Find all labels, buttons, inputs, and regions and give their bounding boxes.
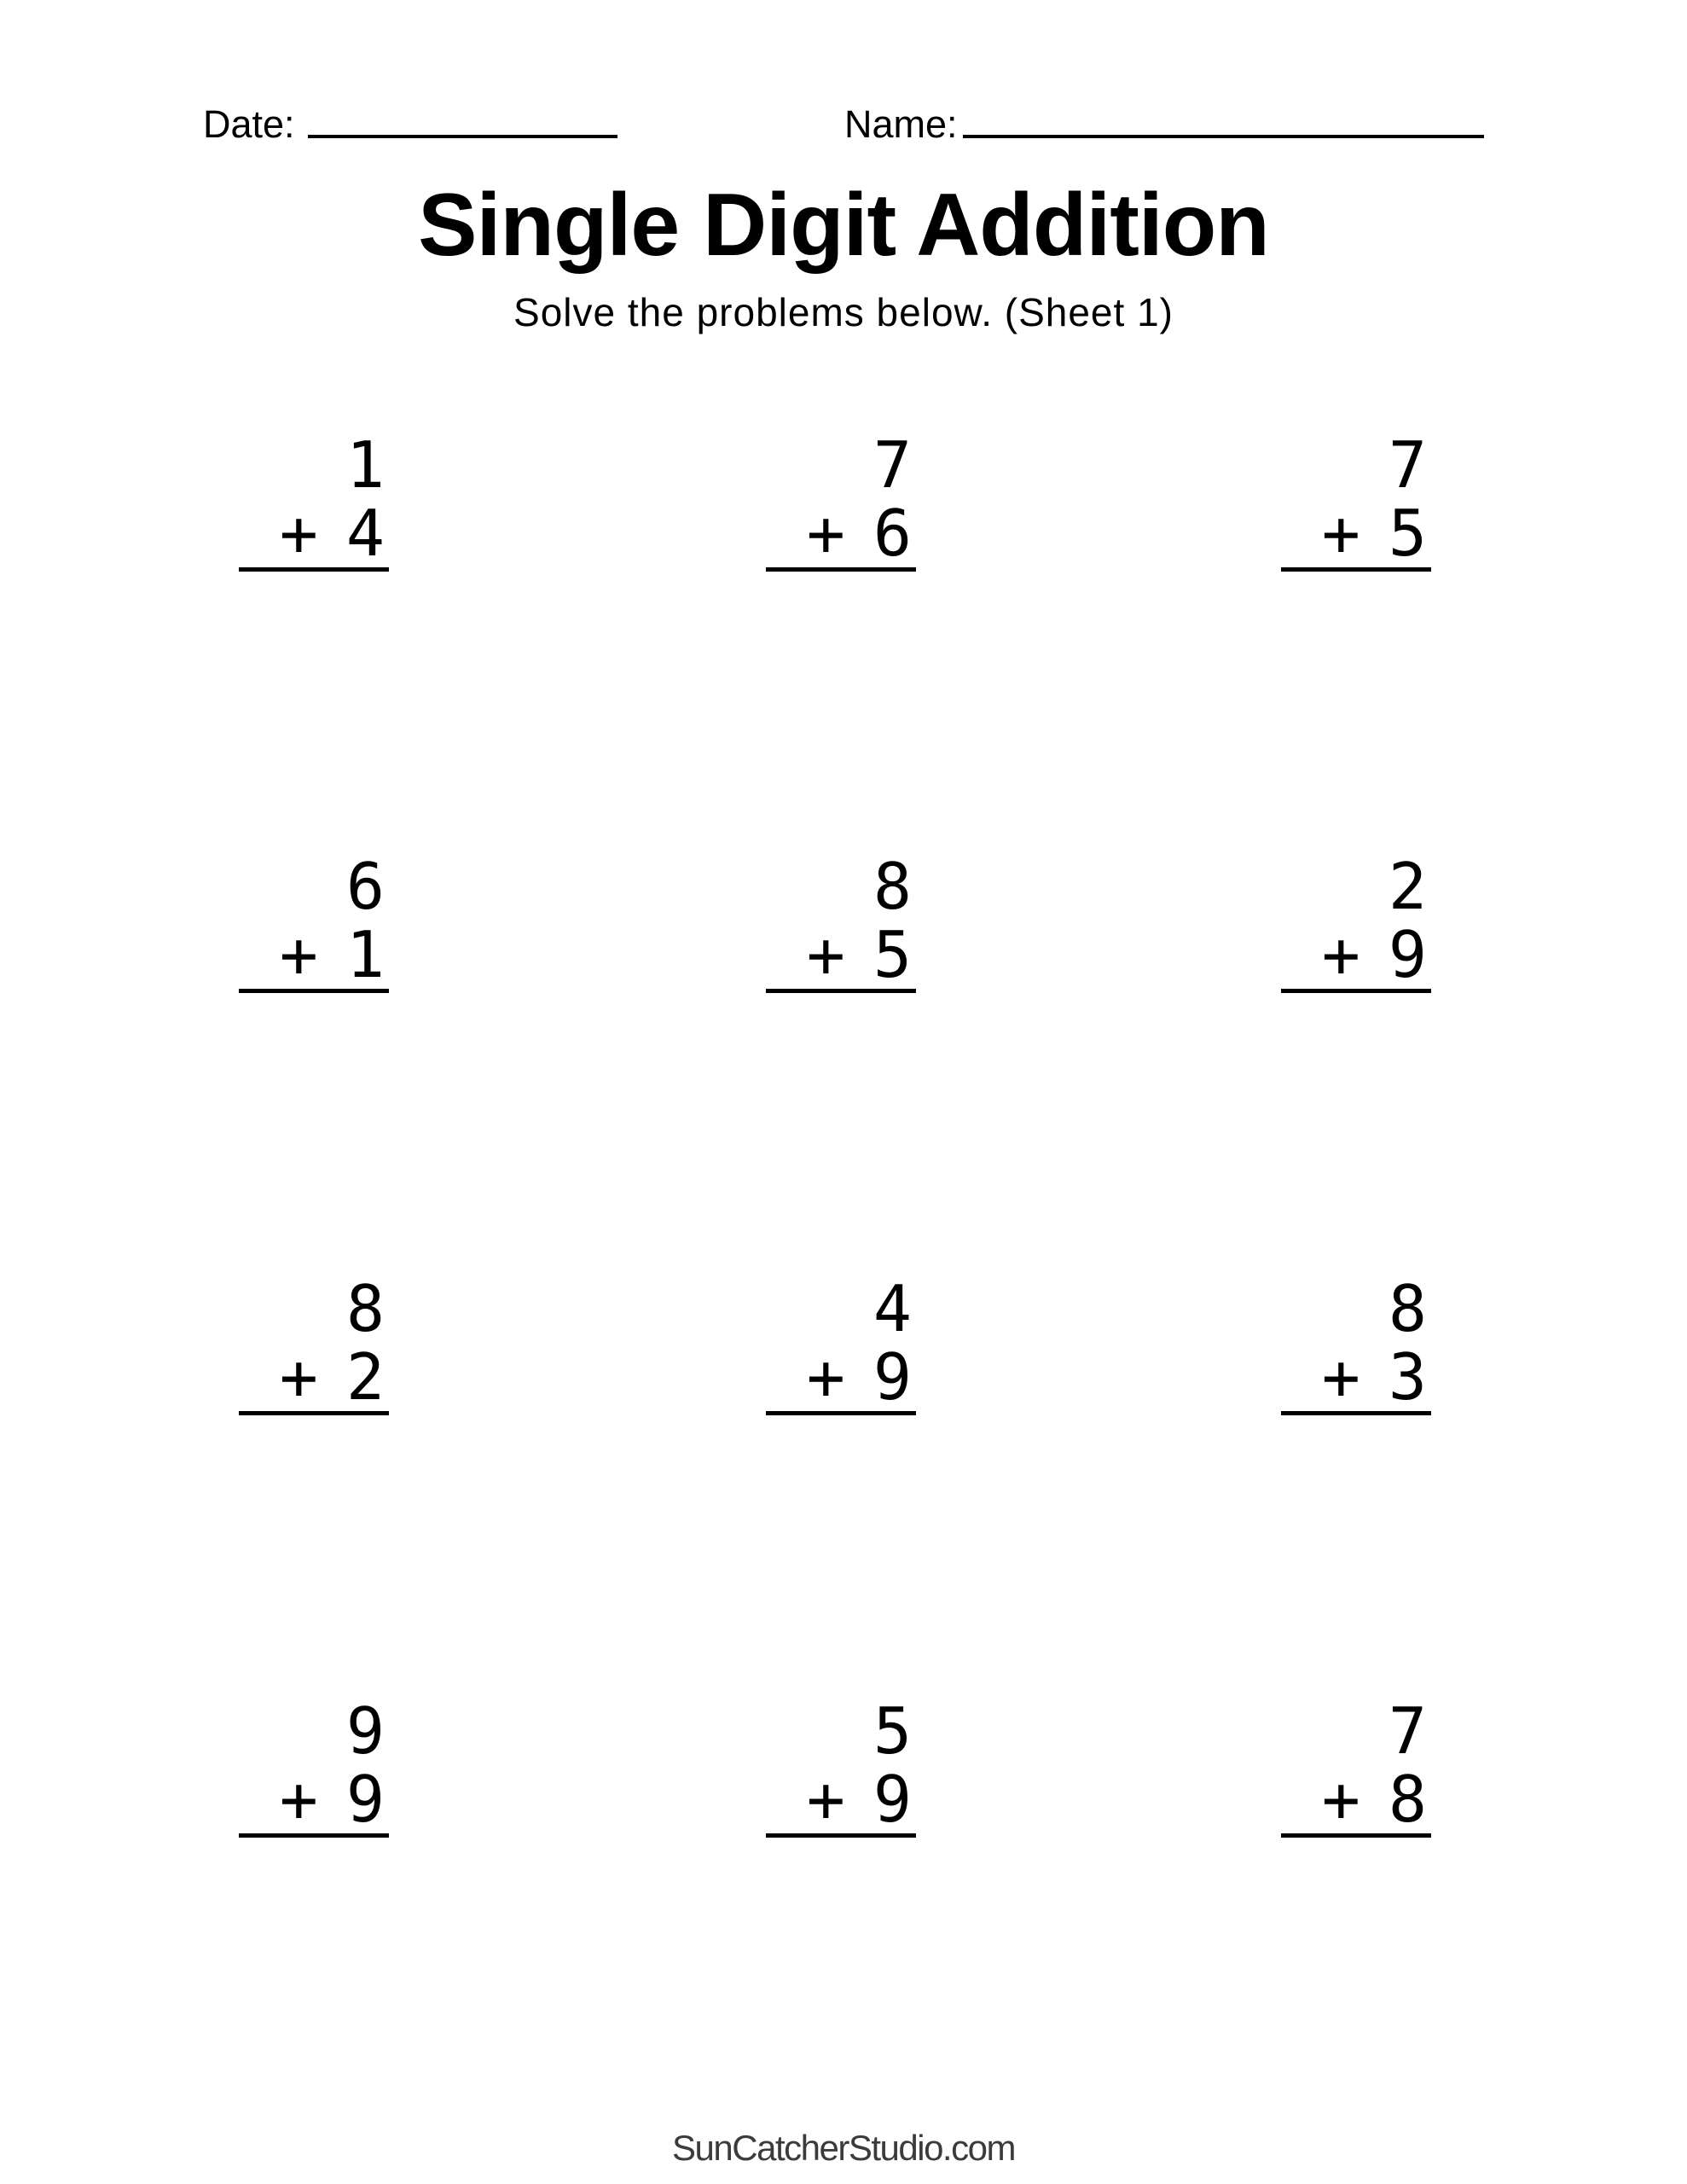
date-blank-line[interactable] <box>308 135 617 138</box>
addend-row <box>239 1762 389 1837</box>
name-field <box>844 102 1484 147</box>
plus-operator: + <box>1321 1762 1360 1837</box>
addend-bottom: 9 <box>345 1762 385 1837</box>
addend-top: 5 <box>872 1693 912 1769</box>
footer-site-credit: SunCatcherStudio.com <box>672 2128 1015 2168</box>
addition-problem <box>239 1693 389 1838</box>
addend-bottom: 9 <box>872 1762 912 1837</box>
addend-row <box>766 496 916 571</box>
date-field <box>203 102 617 147</box>
addend-bottom: 3 <box>1388 1339 1427 1414</box>
addend-top: 8 <box>872 849 912 924</box>
page-title: Single Digit Addition <box>418 176 1269 275</box>
addend-bottom: 9 <box>1388 917 1427 992</box>
addition-problem <box>766 427 916 572</box>
addend-top: 7 <box>1388 427 1427 502</box>
addend-top: 8 <box>1388 1271 1427 1346</box>
addend-row <box>1281 496 1431 571</box>
addition-problem <box>1281 1271 1431 1415</box>
plus-operator: + <box>279 1339 318 1414</box>
addend-top: 9 <box>345 1693 385 1769</box>
addend-row <box>1281 1762 1431 1837</box>
addend-row <box>1281 917 1431 992</box>
addend-row <box>239 917 389 992</box>
addend-bottom: 6 <box>872 496 912 571</box>
plus-operator: + <box>279 496 318 571</box>
addend-bottom: 8 <box>1388 1762 1427 1837</box>
plus-operator: + <box>806 1762 845 1837</box>
addend-top: 2 <box>1388 849 1427 924</box>
addend-bottom: 9 <box>872 1339 912 1414</box>
addend-bottom: 5 <box>1388 496 1427 571</box>
addition-problem <box>1281 1693 1431 1838</box>
addend-top: 7 <box>1388 1693 1427 1769</box>
plus-operator: + <box>1321 1339 1360 1414</box>
addend-bottom: 4 <box>345 496 385 571</box>
addend-bottom: 1 <box>345 917 385 992</box>
addition-problem <box>239 1271 389 1415</box>
addend-row <box>766 1339 916 1414</box>
addend-row <box>1281 1339 1431 1414</box>
addend-row <box>766 1762 916 1837</box>
plus-operator: + <box>279 1762 318 1837</box>
addend-top: 4 <box>872 1271 912 1346</box>
name-label: Name: <box>844 102 958 146</box>
addend-row <box>766 917 916 992</box>
addition-problem <box>239 427 389 572</box>
plus-operator: + <box>806 1339 845 1414</box>
addend-top: 6 <box>345 849 385 924</box>
name-blank-line[interactable] <box>963 135 1484 138</box>
addition-problem <box>766 849 916 993</box>
addend-top: 8 <box>345 1271 385 1346</box>
plus-operator: + <box>806 917 845 992</box>
addend-row <box>239 496 389 571</box>
addend-row <box>239 1339 389 1414</box>
plus-operator: + <box>806 496 845 571</box>
addition-problem <box>1281 849 1431 993</box>
addition-problem <box>766 1271 916 1415</box>
addend-top: 7 <box>872 427 912 502</box>
plus-operator: + <box>1321 917 1360 992</box>
addition-problem <box>239 849 389 993</box>
addend-bottom: 5 <box>872 917 912 992</box>
page-subtitle: Solve the problems below. (Sheet 1) <box>513 290 1174 334</box>
addend-bottom: 2 <box>345 1339 385 1414</box>
addend-top: 1 <box>345 427 385 502</box>
date-label: Date: <box>203 102 295 146</box>
plus-operator: + <box>279 917 318 992</box>
plus-operator: + <box>1321 496 1360 571</box>
addition-problem <box>1281 427 1431 572</box>
addition-problem <box>766 1693 916 1838</box>
